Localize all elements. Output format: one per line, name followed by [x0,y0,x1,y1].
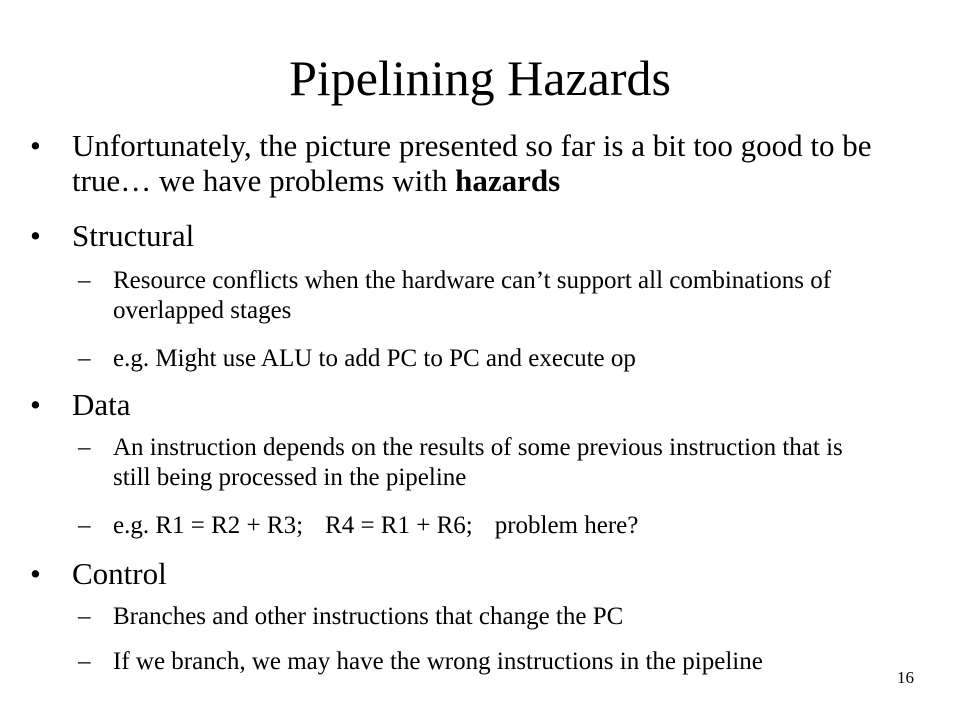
dash: – [78,648,91,675]
sub-control-1 [78,602,853,632]
bullet-dot: • [30,128,41,163]
dash: – [78,345,91,372]
sub-text: e.g. Might use ALU to add PC to PC and execute op [113,345,636,372]
sub-data-2 [78,511,853,541]
example-part-c: problem here? [494,512,639,539]
sub-data-1 [78,433,853,493]
slide-title: Pipelining Hazards [289,50,671,106]
sub-structural-2 [78,344,853,374]
dash: – [78,603,91,630]
sub-text: Branches and other instructions that change the PC [113,603,624,630]
bullet-dot: • [30,556,41,591]
intro-text: Unfortunately, the picture presented so far is a bit too good to be true… we have problems with [72,128,872,198]
bullet-data [30,387,872,422]
example-part-b: R4 = R1 + R6; [325,512,473,539]
dash: – [78,512,91,539]
sub-text [113,511,853,541]
sub-control-2 [78,647,853,677]
dash: – [78,434,91,461]
bullet-control [30,556,872,591]
hazards-emphasis: hazards [455,163,561,198]
sub-text: An instruction depends on the results of some previous instruction that is still being processed in the pipeline [113,434,843,491]
bullet-data-label: Data [72,387,131,422]
sub-structural-1 [78,266,853,326]
sub-text: Resource conflicts when the hardware can’t support all combinations of overlapped stages [113,267,832,324]
bullet-control-label: Control [72,556,167,591]
example-part-a: e.g. R1 = R2 + R3; [113,512,304,539]
dash: – [78,267,91,294]
slide-number: 16 [897,668,914,687]
bullet-intro [30,128,872,198]
sub-text: If we branch, we may have the wrong instructions in the pipeline [113,648,763,675]
bullet-dot: • [30,387,41,422]
bullet-dot: • [30,218,41,253]
bullet-structural-label: Structural [72,218,195,253]
bullet-intro-text [72,128,872,198]
bullet-structural [30,218,872,253]
